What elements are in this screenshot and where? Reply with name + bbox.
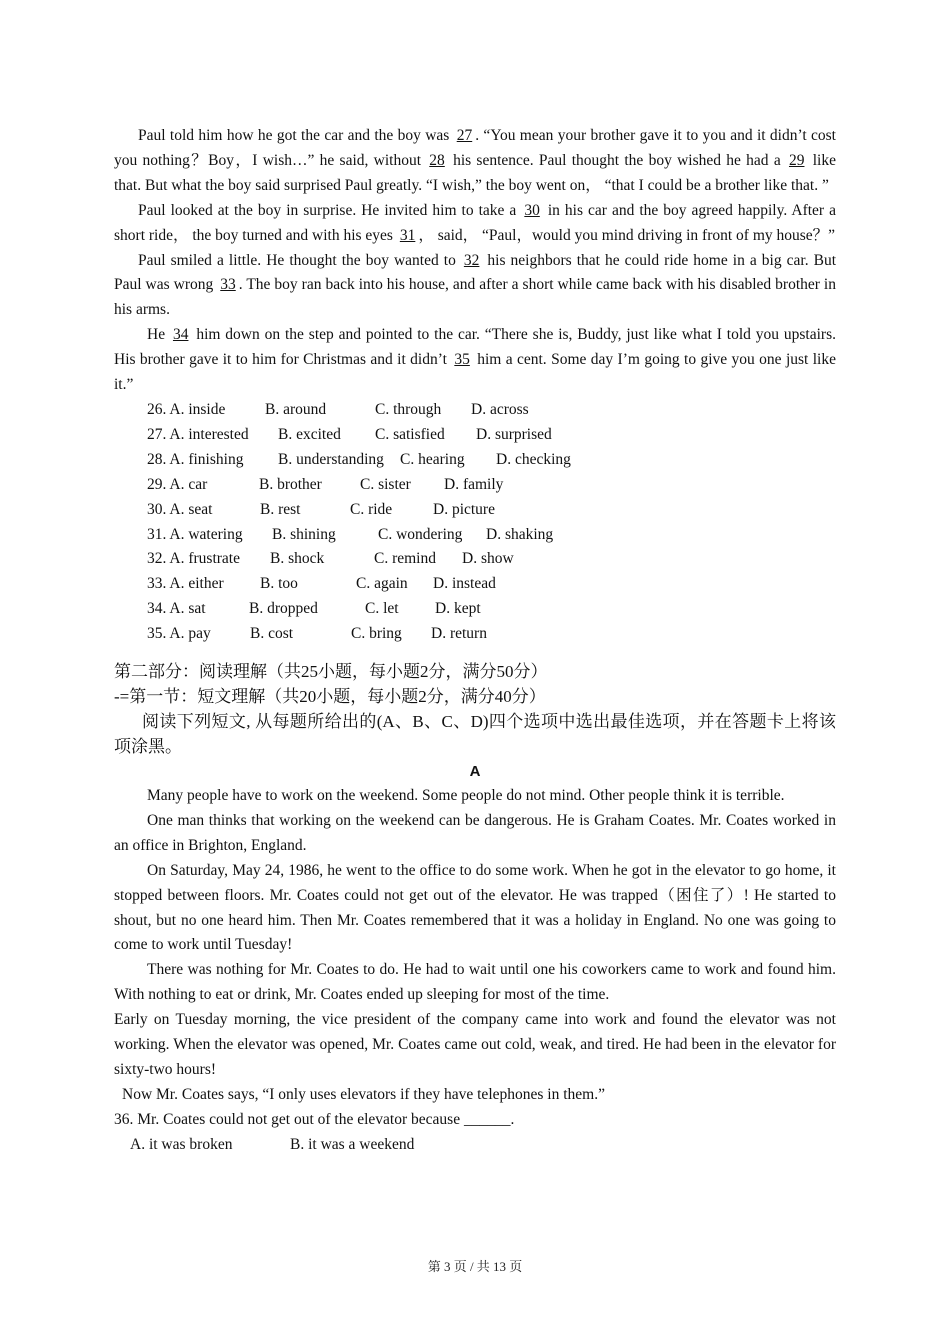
option-c: C. let (365, 600, 399, 618)
text: in his car and the boy agreed happily. After a short ride， the boy turned and with his eyes (114, 201, 836, 244)
blank-31: 31 (399, 226, 416, 244)
option-a: 29. A. car (147, 475, 208, 493)
reading-paragraph-5: Early on Tuesday morning, the vice president of the company came into work and found the elevator was not working. When the elevator was opened, Mr. Coates came out cold, weak, and tired. He had been in the elevator for sixty-two hours! (114, 1011, 836, 1078)
reading-paragraph-4: There was nothing for Mr. Coates to do. He had to wait until one his coworkers came to work and found him. With nothing to eat or drink, Mr. Coates ended up sleeping for most of the time. (114, 961, 836, 1004)
text: ， said， “Paul，would you mind driving in front of my house？” (418, 226, 836, 244)
option-c: C. wondering (378, 525, 463, 543)
question-27 (147, 423, 836, 448)
option-d: D. checking (496, 450, 571, 468)
question-35 (147, 622, 836, 647)
text: . The boy ran back into his house, and after a short while came back with his disabled brother in his arms. (114, 276, 836, 319)
option-c: C. again (356, 575, 408, 593)
option-c: C. remind (374, 550, 436, 568)
blank-33: 33 (220, 276, 236, 294)
instructions: 阅读下列短文, 从每题所给出的(A、B、C、D)四个选项中选出最佳选项，并在答题卡上将该项涂黑。 (114, 712, 836, 757)
option-c: C. satisfied (375, 425, 445, 443)
option-a: 31. A. watering (147, 525, 243, 543)
option-c: C. bring (351, 625, 402, 643)
option-b: B. understanding (278, 450, 384, 468)
reading-paragraph-6: Now Mr. Coates says, “I only uses elevators if they have telephones in them.” (122, 1085, 605, 1103)
option-a: A. it was broken (130, 1135, 233, 1153)
option-b: B. shock (270, 550, 325, 568)
option-a: 27. A. interested (147, 425, 249, 443)
option-b: B. it was a weekend (290, 1135, 415, 1153)
reading-paragraph-2: One man thinks that working on the weekend can be dangerous. He is Graham Coates. Mr. Coates worked in an office in Brighton, England. (114, 811, 836, 854)
option-a: 26. A. inside (147, 400, 226, 418)
option-a: 32. A. frustrate (147, 550, 240, 568)
option-b: B. dropped (249, 600, 318, 618)
text: his sentence. Paul thought the boy wished he had a (447, 151, 786, 169)
option-d: D. return (431, 625, 487, 643)
option-a: 33. A. either (147, 575, 224, 593)
cloze-paragraph-1 (114, 124, 836, 199)
text: him a cent. Some day I’m going to give you one just like it.” (114, 351, 836, 394)
option-d: D. picture (433, 500, 495, 518)
question-32 (147, 547, 836, 572)
option-c: C. through (375, 400, 442, 418)
question-26 (147, 398, 836, 423)
question-28 (147, 448, 836, 473)
question-options (147, 398, 836, 647)
question-36-options (114, 1133, 836, 1158)
page-content (114, 124, 836, 1158)
question-29 (147, 473, 836, 498)
blank-34: 34 (172, 326, 189, 344)
passage-heading: A (469, 763, 481, 781)
option-a: 34. A. sat (147, 600, 206, 618)
text: his neighbors that he could ride home in a big car. But Paul was wrong (114, 251, 836, 294)
reading-paragraph-1: Many people have to work on the weekend. Some people do not mind. Other people think it is terrible. (147, 787, 785, 805)
text: him down on the step and pointed to the car. “There she is, Buddy, just like what I told you upstairs. His brother gave it to him for Christmas and it didn’t (114, 326, 836, 369)
blank-27: 27 (456, 127, 473, 144)
blank-32: 32 (463, 251, 480, 269)
text: Paul smiled a little. He thought the boy wanted to (138, 251, 461, 269)
blank-29: 29 (788, 151, 805, 169)
text: Paul looked at the boy in surprise. He invited him to take a (138, 201, 522, 219)
question-33 (147, 572, 836, 597)
option-b: B. brother (259, 475, 322, 493)
part-2-title: 第二部分：阅读理解（共25小题，每小题2分，满分50分） (114, 662, 548, 682)
option-c: C. ride (350, 500, 393, 518)
blank-35: 35 (454, 351, 470, 369)
option-b: B. excited (278, 425, 341, 443)
option-d: D. kept (435, 600, 481, 618)
option-c: C. hearing (400, 450, 465, 468)
page-footer: 第 3 页 / 共 13 页 (427, 1259, 523, 1274)
cloze-paragraph-4 (114, 323, 836, 398)
option-a: 30. A. seat (147, 500, 213, 518)
option-d: D. shaking (486, 525, 554, 543)
option-d: D. family (444, 475, 504, 493)
blank-28: 28 (429, 151, 445, 169)
option-b: B. cost (250, 625, 294, 643)
option-d: D. show (462, 550, 514, 568)
option-a: 28. A. finishing (147, 450, 244, 468)
option-d: D. surprised (476, 425, 552, 443)
option-b: B. shining (272, 525, 336, 543)
blank-30: 30 (524, 201, 540, 219)
part-2-section-1-title: -=第一节：短文理解（共20小题，每小题2分，满分40分） (114, 687, 546, 707)
option-d: D. instead (433, 575, 496, 593)
option-d: D. across (471, 400, 529, 418)
question-30 (147, 498, 836, 523)
text: . “You mean your brother gave it to you and it didn’t cost you nothing？Boy，I wish…” he said, without (114, 127, 836, 169)
option-a: 35. A. pay (147, 625, 211, 643)
question-36: 36. Mr. Coates could not get out of the elevator because ______. (114, 1110, 515, 1128)
question-34 (147, 597, 836, 622)
question-31 (147, 523, 836, 548)
text: like that. But what the boy said surprised Paul greatly. “I wish,” the boy went on， “that I could be a brother like that. ” (114, 151, 836, 194)
cloze-paragraph-3 (114, 249, 836, 324)
section-header (114, 659, 836, 759)
option-b: B. rest (260, 500, 301, 518)
option-b: B. around (265, 400, 327, 418)
reading-paragraph-3: On Saturday, May 24, 1986, he went to the office to do some work. When he got in the elevator to go home, it stopped between floors. Mr. Coates could not get out of the elevator. He was trapped（困住了）! He started to shout, but no one heard him. Then Mr. Coates remembered that it was a holiday in England. No one was going to come to work until Tuesday! (114, 861, 836, 954)
option-c: C. sister (360, 475, 411, 493)
text: He (147, 326, 170, 344)
text: Paul told him how he got the car and the boy was (138, 127, 454, 144)
option-b: B. too (260, 575, 298, 593)
cloze-paragraph-2 (114, 199, 836, 249)
